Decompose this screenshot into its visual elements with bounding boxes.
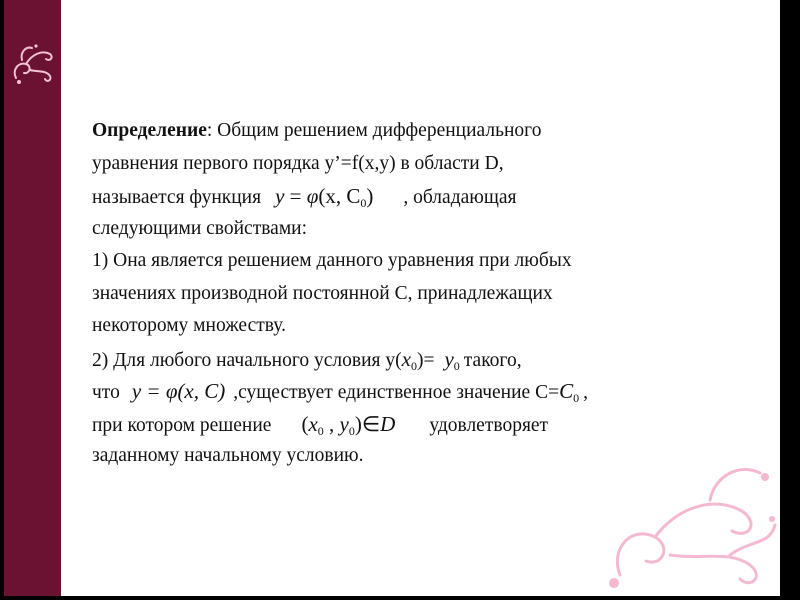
x0-sub: 0 [410, 358, 417, 373]
formula1-eq: = [284, 184, 307, 208]
formula3-close: ) [354, 411, 362, 436]
x0-var: x [401, 346, 411, 371]
formula-c0 [559, 375, 579, 415]
line-10-suffix: удовлетворяет [429, 414, 549, 436]
line-2: уравнения первого порядка y’=f(x,y) в области D, [92, 152, 504, 174]
formula1-phi: φ [306, 184, 319, 208]
right-border [780, 0, 800, 600]
line-3-suffix: , обладающая [403, 187, 517, 208]
line-4: следующими свойствами: [92, 217, 308, 239]
definition-term: Определение [92, 120, 207, 141]
line-3-prefix: называется функция [92, 187, 262, 208]
y0-sub: 0 [453, 358, 460, 373]
formula3-xsub: 0 [317, 423, 324, 438]
line-7: некоторому множеству. [92, 315, 286, 336]
line-10 [92, 408, 762, 441]
formula3-x: x [308, 411, 318, 436]
formula1-sub: 0 [360, 196, 367, 210]
formula3-open: ( [301, 411, 309, 436]
y0-var: y [444, 346, 454, 371]
line-8-mid: )= [416, 349, 435, 371]
sidebar-band [4, 0, 61, 596]
line-1 [92, 115, 762, 148]
line-9-suffix: , [583, 382, 588, 403]
line-10-prefix: при котором решение [92, 414, 272, 436]
swirl-ornament-icon [10, 40, 56, 88]
formula3-y: y [339, 411, 349, 436]
line-8-suffix: такого, [463, 349, 522, 371]
formula3-ysub: 0 [348, 423, 355, 438]
formula1-args: (x, C [318, 184, 361, 208]
c0-var: C [559, 379, 574, 403]
bottom-border [0, 596, 800, 600]
line-1-text: : Общим решением дифференциального [206, 120, 542, 141]
formula3-set: D [380, 411, 396, 436]
line-3 [92, 180, 762, 213]
definition-text [92, 115, 762, 473]
line-9-prefix: что [92, 382, 120, 403]
line-5: 1) Она является решением данного уравнения при любых [92, 250, 572, 271]
formula3-in: ∈ [361, 411, 381, 436]
formula1-lhs: y [275, 184, 285, 208]
corner-swirl-ornament-icon [600, 455, 780, 596]
line-9-mid: ,существует единственное значение С= [233, 382, 560, 403]
line-9 [92, 375, 762, 408]
formula-phi-x-c: y = φ(x, C) [131, 379, 226, 403]
line-11: заданному начальному условию. [92, 445, 364, 466]
line-8-prefix: 2) Для любого начального условия y( [92, 349, 402, 371]
formula3-comma: , [323, 411, 340, 436]
line-8 [92, 343, 762, 376]
c0-sub: 0 [573, 391, 580, 405]
formula1-close: ) [366, 184, 374, 208]
line-6: значениях производной постоянной С, принадлежащих [92, 282, 553, 304]
left-border [0, 0, 4, 600]
